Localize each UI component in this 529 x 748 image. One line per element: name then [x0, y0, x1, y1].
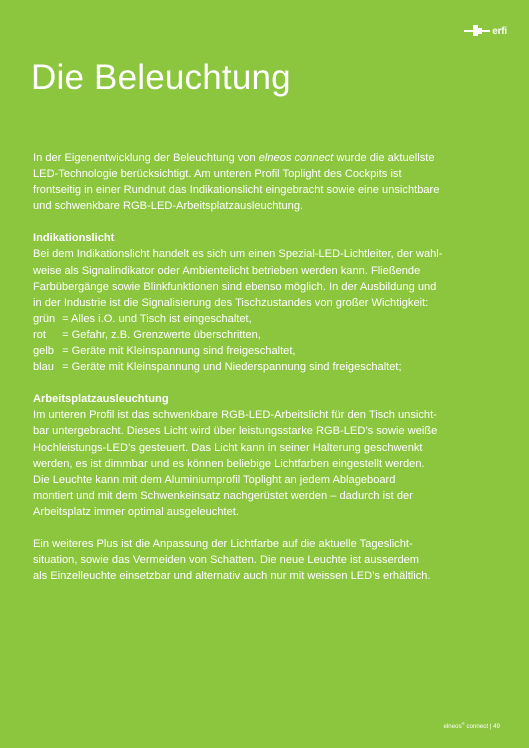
intro-line-2: LED-Technologie berücksichtigt. Am unteren Profil Toplight des Cockpits ist [33, 168, 402, 181]
page-title: Die Beleuchtung [31, 58, 291, 97]
intro-line-4: und schwenkbare RGB-LED-Arbeitsplatzausleuchtung. [33, 200, 304, 213]
section-spacer [33, 520, 495, 536]
legend-key: gelb [33, 345, 54, 358]
legend-item: grün = Alles i.O. und Tisch ist eingeschaltet, [33, 313, 252, 325]
page-footer [443, 721, 500, 730]
closing-line: situation, sowie das Vermeiden von Schatten. Die neue Leuchte ist ausserdem [33, 554, 420, 567]
arbeitsplatz-line: Die Leuchte kann mit dem Aluminiumprofil Toplight an jedem Ablageboard [33, 473, 396, 486]
indikation-line: Farbübergänge sowie Blinkfunktionen sind ebenso möglich. In der Ausbildung und [33, 280, 437, 293]
page-number: 49 [493, 723, 500, 731]
section-heading-indikation: Indikationslicht [33, 232, 115, 245]
indikation-section [33, 230, 495, 375]
arbeitsplatz-line: werden, es ist dimmbar und es können beliebige Lichtfarben eingestellt werden. [33, 457, 425, 470]
footer-trademark: ® [461, 721, 465, 726]
indikation-line: weise als Signalindikator oder Ambientelicht betrieben werden kann. Fließende [33, 264, 421, 277]
arbeitsplatz-line: montiert und mit dem Schwenkeinsatz nachgerüstet werden – dadurch ist der [33, 489, 413, 502]
section-heading-arbeitsplatz: Arbeitsplatzausleuchtung [33, 393, 169, 406]
arbeitsplatz-line: Hochleistungs-LED’s gesteuert. Das Licht kann in seiner Halterung geschwenkt [33, 441, 423, 454]
footer-product: connect [464, 723, 489, 731]
indikation-line: Bei dem Indikationslicht handelt es sich um einen Spezial-LED-Lichtleiter, der wahl- [33, 248, 443, 261]
intro-line-3: frontseitig in einer Rundnut das Indikationslicht eingebracht sowie eine unsichtbare [33, 184, 440, 197]
closing-line: Ein weiteres Plus ist die Anpassung der Lichtfarbe auf die aktuelle Tageslicht- [33, 537, 413, 550]
section-spacer [33, 375, 495, 391]
arbeitsplatz-line: bar untergebracht. Dieses Licht wird über leistungsstarke RGB-LED’s sowie weiße [33, 425, 438, 438]
arbeitsplatz-line: Arbeitsplatz immer optimal ausgeleuchtet. [33, 505, 239, 518]
legend-key: grün [33, 312, 56, 325]
arbeitsplatz-line: Im unteren Profil ist das schwenkbare RGB-LED-Arbeitslicht für den Tisch unsicht- [33, 409, 437, 422]
closing-paragraph [33, 536, 495, 584]
closing-line: als Einzelleuchte einsetzbar und alternativ auch nur mit weissen LED’s erhältlich. [33, 570, 431, 583]
erfi-logo [464, 22, 507, 40]
intro-paragraph [33, 150, 495, 214]
footer-brand: elneos [443, 723, 462, 731]
legend-item: gelb = Geräte mit Kleinspannung sind freigeschaltet, [33, 345, 296, 357]
logo-text: erfi [492, 25, 507, 37]
legend-item: blau = Geräte mit Kleinspannung und Niederspannung sind freigeschaltet; [33, 361, 402, 373]
arbeitsplatz-section [33, 391, 495, 520]
section-spacer [33, 214, 495, 230]
brand-name: elneos connect [258, 152, 334, 164]
legend-key: blau [33, 361, 54, 374]
legend-item: rot = Gefahr, z.B. Grenzwerte überschritten, [33, 329, 261, 341]
intro-line-1: In der Eigenentwicklung der Beleuchtung von elneos connect wurde die aktuellste [33, 152, 435, 164]
erfi-logo-mark-icon [464, 22, 490, 40]
legend-key: rot [33, 328, 46, 341]
footer-separator: | [488, 723, 494, 731]
body-text [33, 150, 495, 584]
indikation-line: in der Industrie ist die Signalisierung des Tischzustandes von großer Wichtigkeit: [33, 296, 429, 309]
